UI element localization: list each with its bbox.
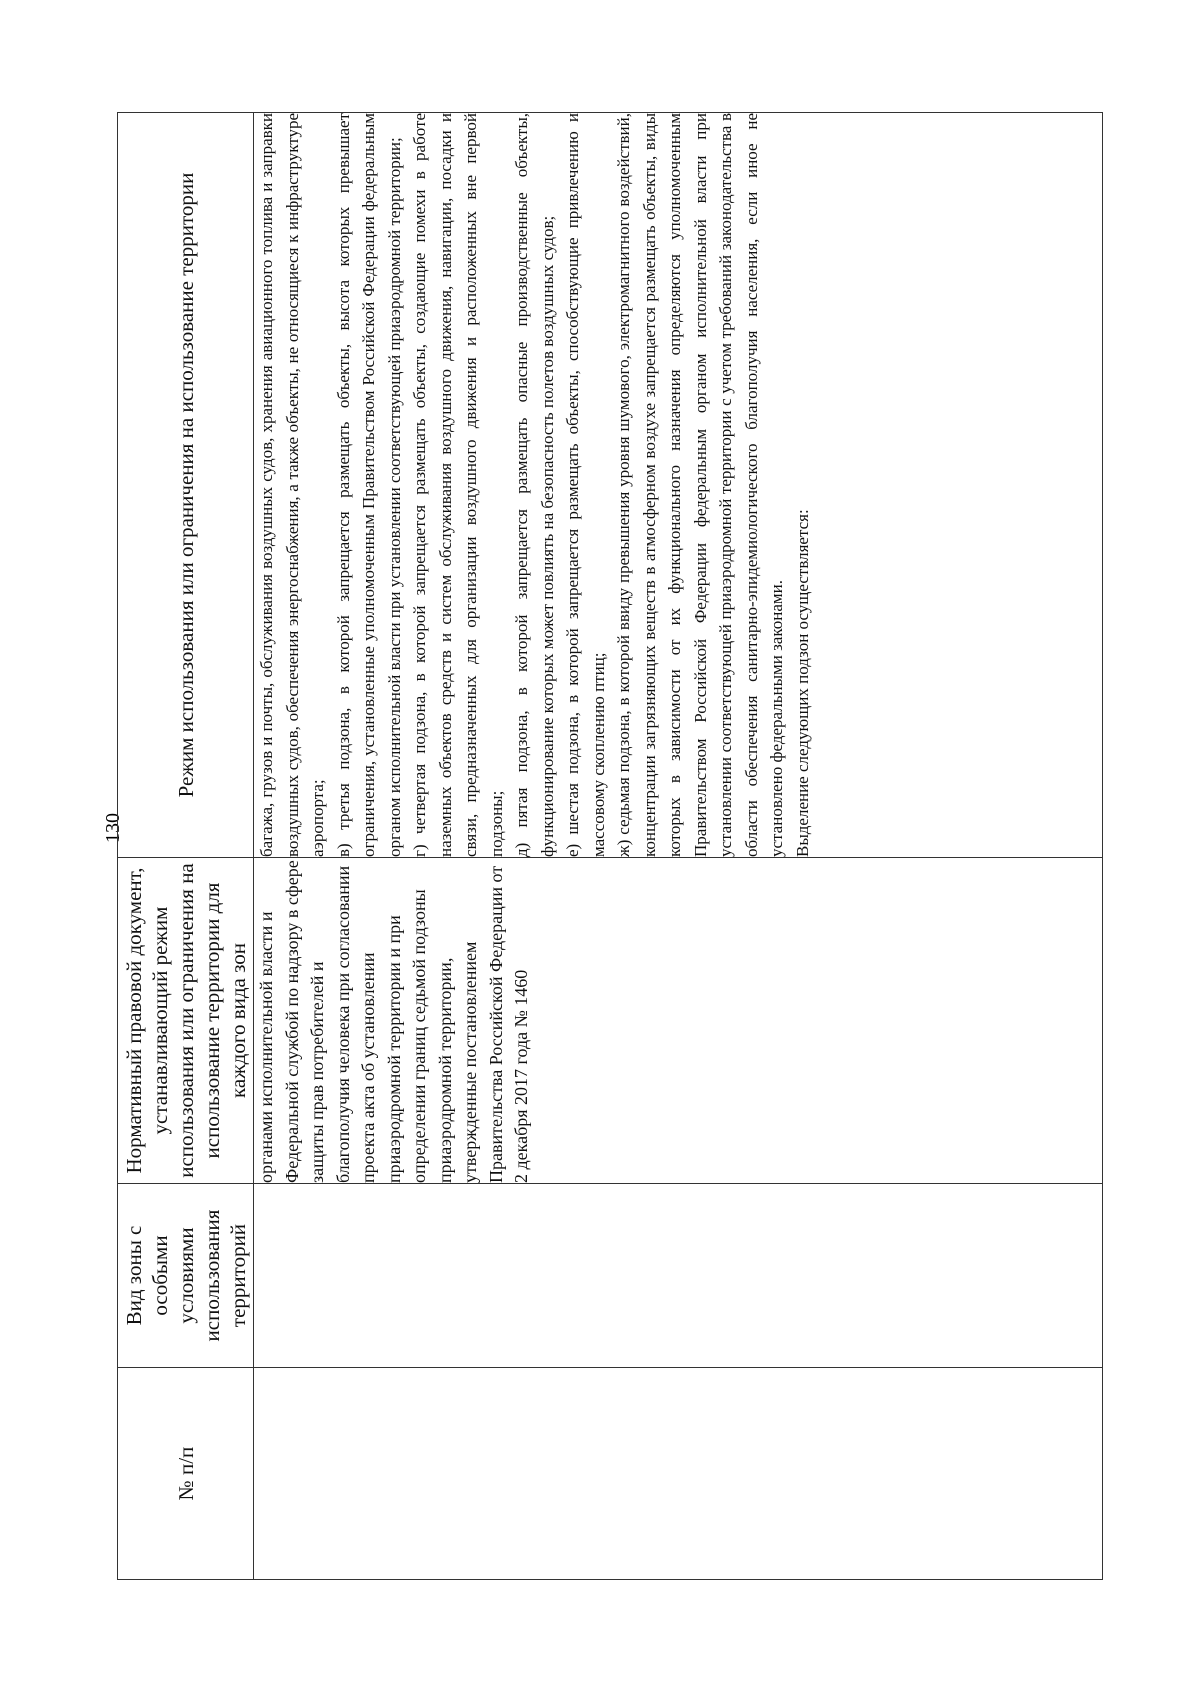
- header-normative-document-text: Нормативный правовой документ, устанавливающий режим использования или ограничения на использование территории для каждого вида зон: [121, 863, 250, 1178]
- cell-normative-document: [254, 858, 1103, 1184]
- regime-paragraph: в) третья подзона, в которой запрещается размещать объекты, высота которых превышает ограничения, установленные уполномоченным Правительством Российской Федерации федеральным органом исполнительной власти при установлении соответствующей приаэродромной территории;: [333, 113, 404, 857]
- regime-paragraph: ж) седьмая подзона, в которой ввиду превышения уровня шумового, электромагнитного воздействий, концентрации загрязняющих веществ в атмосферном воздухе запрещается размещать объекты, виды которых в зависимости от их функционального назначения определяются уполномоченным Правительством Российской Федерации федеральным органом исполнительной власти при установлении соответствующей приаэродромной территории с учетом требований законодательства в области обеспечения санитарно-эпидемиологического благополучия населения, если иное не установлено федеральными законами.: [614, 113, 786, 857]
- header-num: [118, 1368, 254, 1580]
- rotated-page: [117, 113, 1103, 1580]
- header-regime-text: Режим использования или ограничения на использование территории: [173, 172, 198, 798]
- header-num-text: № п/п: [173, 1446, 198, 1501]
- regime-paragraph: е) шестая подзона, в которой запрещается размещать объекты, способствующие привлечению и массовому скоплению птиц;: [563, 113, 608, 857]
- cell-zone-type: [254, 1184, 1103, 1368]
- table-header-row: [118, 113, 254, 1580]
- header-regime: [118, 113, 254, 858]
- header-normative-document: [118, 858, 254, 1184]
- page-number: 130: [102, 813, 124, 843]
- cell-regime: [254, 113, 1103, 858]
- regime-paragraph: д) пятая подзона, в которой запрещается размещать опасные производственные объекты, функционирование которых может повлиять на безопасность полетов воздушных судов;: [512, 113, 557, 857]
- zones-table: [117, 112, 1103, 1580]
- regime-paragraph: г) четвертая подзона, в которой запрещается размещать объекты, создающие помехи в работе наземных объектов средств и систем обслуживания воздушного движения, навигации, посадки и связи, предназначенных для организации воздушного движения и расположенных вне первой подзоны;: [410, 113, 506, 857]
- header-zone-type-text: Вид зоны с особыми условиями использования территорий: [121, 1209, 250, 1342]
- header-zone-type: [118, 1184, 254, 1368]
- regime-paragraph: Выделение следующих подзон осуществляется:: [792, 509, 812, 857]
- table-row: [254, 113, 1103, 1580]
- regime-paragraph: багажа, грузов и почты, обслуживания воздушных судов, хранения авиационного топлива и заправки воздушных судов, обеспечения энергоснабжения, а также объекты, не относящиеся к инфраструктуре аэропорта;: [257, 113, 327, 857]
- cell-num: [254, 1368, 1103, 1580]
- cell-normative-document-text: органами исполнительной власти и Федеральной службой по надзору в сфере защиты прав потребителей и благополучия человека при согласовании проекта акта об установлении приаэродромной территории и при определении границ седьмой подзоны приаэродромной территории, утвержденные постановлением Правительства Российской Федерации от 2 декабря 2017 года № 1460: [256, 860, 531, 1183]
